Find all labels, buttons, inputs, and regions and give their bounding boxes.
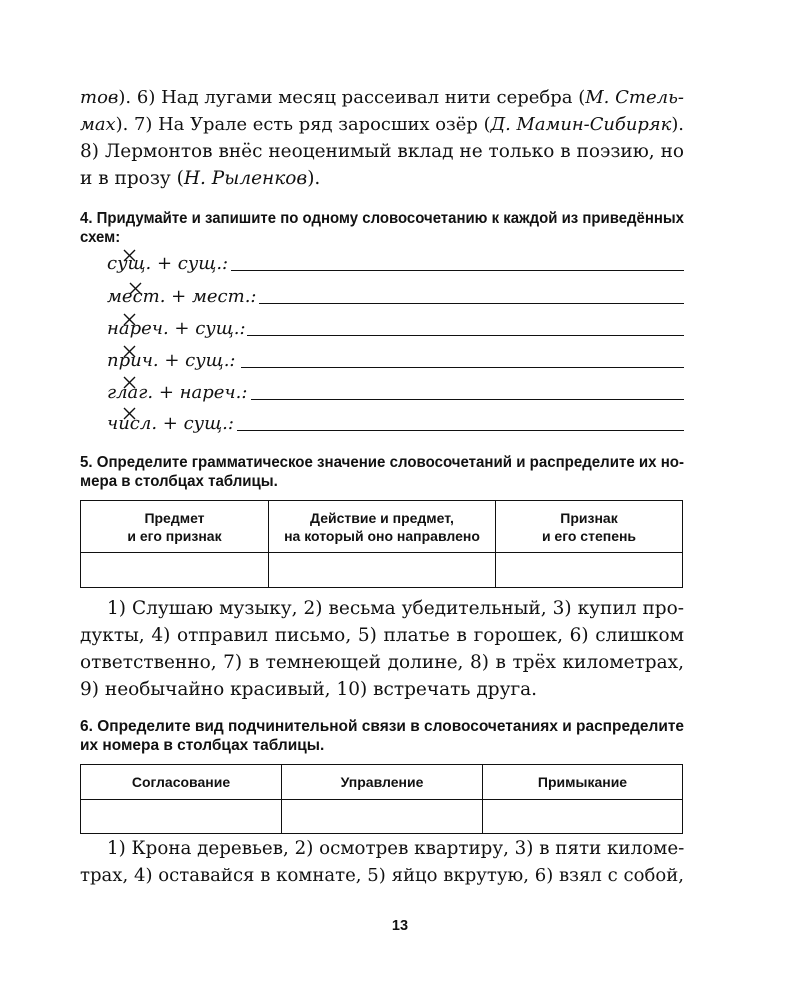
scheme-label: мест. + мест.:: [107, 286, 257, 307]
cross-mark-icon: [123, 345, 136, 358]
task-6-table: [80, 764, 683, 834]
answer-cell[interactable]: [81, 553, 269, 588]
task-4-heading-line-2: схем:: [80, 229, 121, 246]
scheme-row-1: [107, 246, 684, 276]
scheme-label: числ. + сущ.:: [107, 413, 234, 434]
answer-line[interactable]: [237, 430, 684, 431]
intro-line-1: тов). 6) Над лугами месяц рассеивал нити серебра (М. Стель-: [80, 87, 684, 108]
cross-mark-icon: [123, 376, 136, 389]
column-header: Действие и предмет, на который оно направлено: [269, 501, 496, 553]
intro-line-4: и в прозу (Н. Рыленков).: [80, 168, 321, 189]
task-6-text: [80, 835, 684, 889]
task-5-heading-line-2: мера в столбцах таблицы.: [80, 473, 278, 490]
answer-cell[interactable]: [282, 800, 483, 834]
task-5-heading-line-1: 5. Определите грамматическое значение словосочетаний и распределите их но-: [80, 454, 684, 471]
column-header: Примыкание: [483, 765, 683, 800]
cross-mark-icon: [123, 407, 136, 420]
scheme-row-2: [107, 279, 684, 309]
column-header: Согласование: [81, 765, 282, 800]
text-line: дукты, 4) отправил письмо, 5) платье в горошек, 6) слишком: [80, 625, 684, 646]
column-header: Признак и его степень: [496, 501, 683, 553]
scheme-row-4: [107, 343, 684, 373]
text-line: 1) Крона деревьев, 2) осмотрев квартиру, 3) в пяти киломе-: [107, 838, 684, 859]
intro-line-3: 8) Лермонтов внёс неоценимый вклад не только в поэзию, но: [80, 141, 684, 162]
answer-cell[interactable]: [81, 800, 282, 834]
scheme-row-5: [107, 375, 684, 405]
text-line: трах, 4) оставайся в комнате, 5) яйцо вкрутую, 6) взял с собой,: [80, 865, 684, 886]
task-5-table: [80, 500, 683, 588]
task-4-heading-line-1: 4. Придумайте и запишите по одному словосочетанию к каждой из приведённых: [80, 210, 684, 227]
text-line: 1) Слушаю музыку, 2) весьма убедительный, 3) купил про-: [107, 598, 684, 619]
answer-cell[interactable]: [269, 553, 496, 588]
answer-line[interactable]: [241, 367, 684, 368]
scheme-label: нареч. + сущ.:: [107, 318, 246, 339]
scheme-row-3: [107, 311, 684, 341]
cross-mark-icon: [123, 249, 136, 262]
scheme-label: прич. + сущ.:: [107, 350, 236, 371]
task-5-text: [80, 595, 684, 703]
answer-cell[interactable]: [483, 800, 683, 834]
intro-paragraph: [80, 84, 684, 192]
answer-line[interactable]: [251, 399, 684, 400]
answer-line[interactable]: [247, 335, 684, 336]
cross-mark-icon: [129, 282, 142, 295]
task-6-heading-line-2: их номера в столбцах таблицы.: [80, 737, 325, 754]
text-line: 9) необычайно красивый, 10) встречать друга.: [80, 679, 538, 700]
scheme-row-6: [107, 406, 684, 436]
answer-cell[interactable]: [496, 553, 683, 588]
scheme-label: глаг. + нареч.:: [107, 382, 248, 403]
answer-line[interactable]: [259, 303, 684, 304]
scheme-label: сущ. + сущ.:: [107, 253, 229, 274]
cross-mark-icon: [123, 313, 136, 326]
text-line: ответственно, 7) в темнеющей долине, 8) в трёх километрах,: [80, 652, 684, 673]
task-4-heading: [80, 209, 684, 247]
task-5-heading: [80, 453, 684, 491]
answer-line[interactable]: [231, 270, 684, 271]
task-6-heading: [80, 717, 684, 755]
intro-line-2: мах). 7) На Урале есть ряд заросших озёр (Д. Мамин-Сибиряк).: [80, 114, 684, 135]
task-6-heading-line-1: 6. Определите вид подчинительной связи в словосочетаниях и распределите: [80, 718, 684, 735]
page-number: 13: [391, 918, 409, 934]
column-header: Управление: [282, 765, 483, 800]
column-header: Предмет и его признак: [81, 501, 269, 553]
